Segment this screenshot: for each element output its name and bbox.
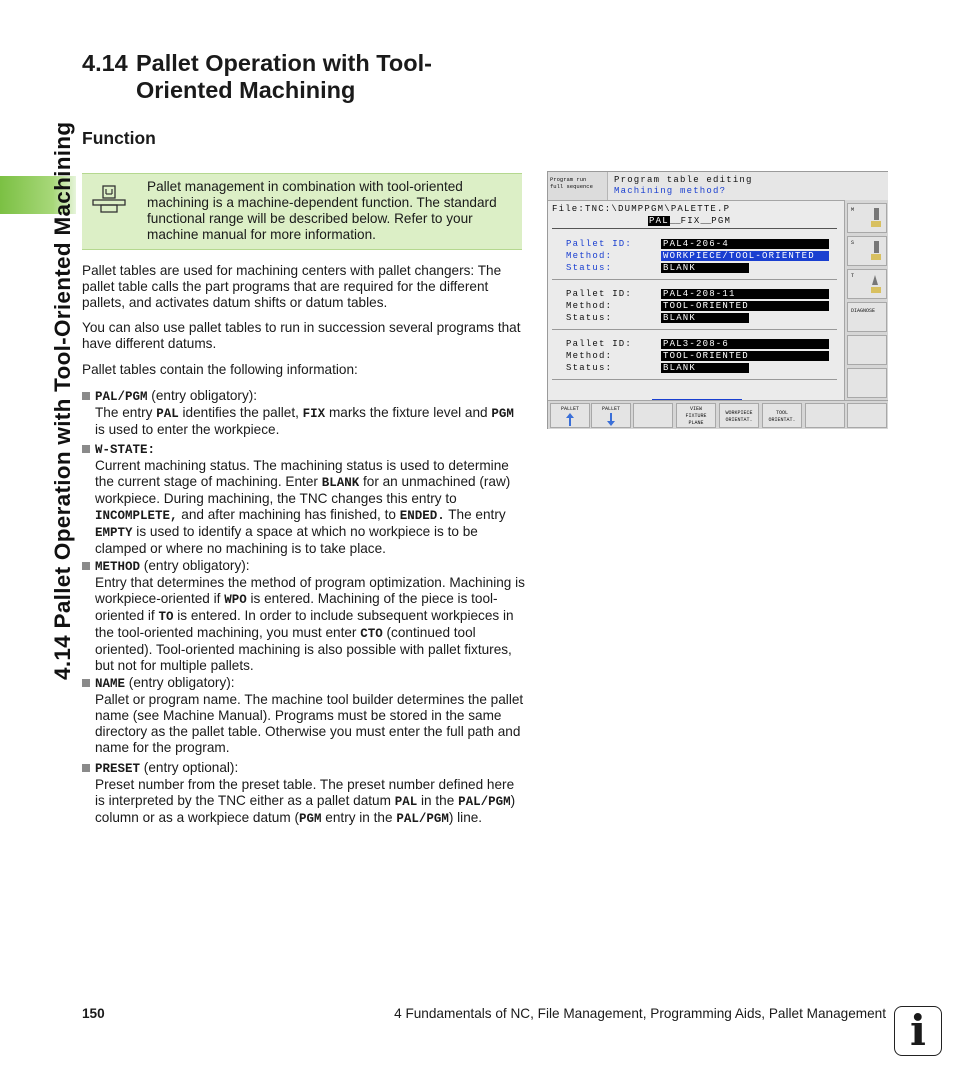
status-value[interactable]: BLANK: [661, 313, 749, 323]
bullet-marker: [82, 562, 90, 570]
vertical-softkeys: [845, 200, 888, 400]
column-levels: PAL__FIX__PGM: [649, 216, 732, 226]
softkey-empty[interactable]: [805, 403, 845, 428]
bullet-preset: PRESET (entry optional): Preset number from the preset table. The preset number defined here is interpreted by the TNC either as a pallet datum PAL in the PAL/PGM) column or as a workpiece datum (PGM entry in the PAL/PGM) line.: [82, 760, 527, 827]
tool-icon: [868, 273, 882, 295]
arrow-up-icon: [565, 413, 575, 426]
softkey-t[interactable]: T: [847, 269, 887, 299]
file-path: File:TNC:\DUMPPGM\PALETTE.P: [552, 204, 731, 214]
divider: [552, 228, 837, 229]
softkey-empty-2[interactable]: [847, 368, 887, 398]
softkey-diagnose[interactable]: DIAGNOSE: [847, 302, 887, 332]
softkey-m[interactable]: M: [847, 203, 887, 233]
level-fix[interactable]: FIX: [680, 216, 701, 226]
spindle-icon: [868, 240, 882, 262]
info-icon: i: [894, 1006, 942, 1056]
section-title-line1: Pallet Operation with Tool-: [136, 50, 432, 76]
arrow-down-icon: [606, 413, 616, 426]
softkey-empty[interactable]: [847, 403, 887, 428]
bullet-marker: [82, 445, 90, 453]
operating-mode: Program run full sequence: [548, 172, 608, 200]
header-mode: Program table editing: [614, 175, 753, 185]
level-pal[interactable]: PAL: [649, 216, 669, 226]
softkey-pallet-up[interactable]: PALLET: [550, 403, 590, 428]
status-value[interactable]: BLANK: [661, 363, 749, 373]
level-pgm[interactable]: PGM: [711, 216, 732, 226]
note-box: [82, 173, 522, 250]
tnc-screen: [547, 171, 888, 429]
softkey-tool-orientat[interactable]: TOOL ORIENTAT.: [762, 403, 802, 428]
bullet-name: NAME (entry obligatory): Pallet or program name. The machine tool builder determines the pallet name (see Machine Manual). Programs must be stored in the same directory as the pallet table. Otherwise you must enter the full path and name for the program.: [82, 675, 527, 756]
header-prompt: Machining method?: [614, 186, 727, 196]
paragraph-2: You can also use pallet tables to run in succession several programs that have different datums.: [82, 320, 521, 351]
bullet-marker: [82, 392, 90, 400]
method-value[interactable]: TOOL-ORIENTED: [661, 351, 829, 361]
section-number: 4.14: [82, 50, 128, 76]
side-chapter-title: 4.14 Pallet Operation with Tool-Oriented Machining: [50, 121, 75, 680]
softkey-empty[interactable]: [633, 403, 673, 428]
pallet-id-value[interactable]: PAL3-208-6: [661, 339, 829, 349]
horizontal-softkeys: [548, 400, 888, 429]
bullet-w-state: W-STATE: Current machining status. The machining status is used to determine the current stage of machining. Enter BLANK for an unmachined (raw) workpiece. During machining, the TNC changes this entry to INCOMPLETE, and after machining has finished, to ENDED. The entry EMPTY is used to identify a space at which no workpiece is to be clamped or where no machining is to take place.: [82, 441, 527, 557]
bullet-marker: [82, 764, 90, 772]
spindle-icon: [868, 207, 882, 229]
page-number: 150: [82, 1006, 105, 1021]
method-value-selected[interactable]: WORKPIECE/TOOL-ORIENTED: [661, 251, 829, 261]
footer-chapter: 4 Fundamentals of NC, File Management, Programming Aids, Pallet Management: [394, 1006, 886, 1021]
section-title-line2: Oriented Machining: [136, 77, 356, 103]
subheading: Function: [82, 128, 156, 148]
softkey-empty-1[interactable]: [847, 335, 887, 365]
pallet-id-value[interactable]: PAL4-208-11: [661, 289, 829, 299]
section-title: [82, 50, 432, 104]
softkey-view-fixture-plane[interactable]: VIEW FIXTURE PLANE: [676, 403, 716, 428]
bullet-method: METHOD (entry obligatory): Entry that determines the method of program optimization. Machining is workpiece-oriented if WPO is entered. Machining of the piece is tool-oriented if TO is entered. In order to include subsequent workpieces in the tool-oriented machining, you must enter CTO (continued tool oriented). Tool-oriented machining is also possible with pallet fixtures, but not for multiple pallets.: [82, 558, 527, 674]
softkey-s[interactable]: S: [847, 236, 887, 266]
paragraph-1: Pallet tables are used for machining centers with pallet changers: The pallet table calls the part programs that are required for the different pallets, and activates datum shifts or datum tables.: [82, 263, 502, 310]
pallet-id-value[interactable]: PAL4-206-4: [661, 239, 829, 249]
paragraph-3: Pallet tables contain the following information:: [82, 362, 358, 377]
bullet-marker: [82, 679, 90, 687]
method-value[interactable]: TOOL-ORIENTED: [661, 301, 829, 311]
note-text: Pallet management in combination with tool-oriented machining is a machine-dependent function. The standard functional range will be described below. Refer to your machine manual for more information.: [147, 179, 497, 242]
softkey-pallet-down[interactable]: PALLET: [591, 403, 631, 428]
softkey-workpiece-orientat[interactable]: WORKPIECE ORIENTAT.: [719, 403, 759, 428]
status-value[interactable]: BLANK: [661, 263, 749, 273]
screen-header: [608, 172, 888, 200]
bullet-pal-pgm: PAL/PGM (entry obligatory): The entry PAL identifies the pallet, FIX marks the fixture level and PGM is used to enter the workpiece.: [82, 388, 527, 438]
pallet-table-view: File:TNC:\DUMPPGM\PALETTE.P PAL__FIX__PGM Pallet ID: PAL4-206-4 Method: WORKPIECE/TOOL-ORIENTED Status: BLANK Pallet ID: PAL4-208-11 Method: TOOL-ORIENTED Status: BLANK Pallet ID: PAL3-208-6 Method: TOOL-ORIENTED Status: BLANK: [548, 200, 845, 400]
machine-manual-icon: [92, 182, 126, 214]
